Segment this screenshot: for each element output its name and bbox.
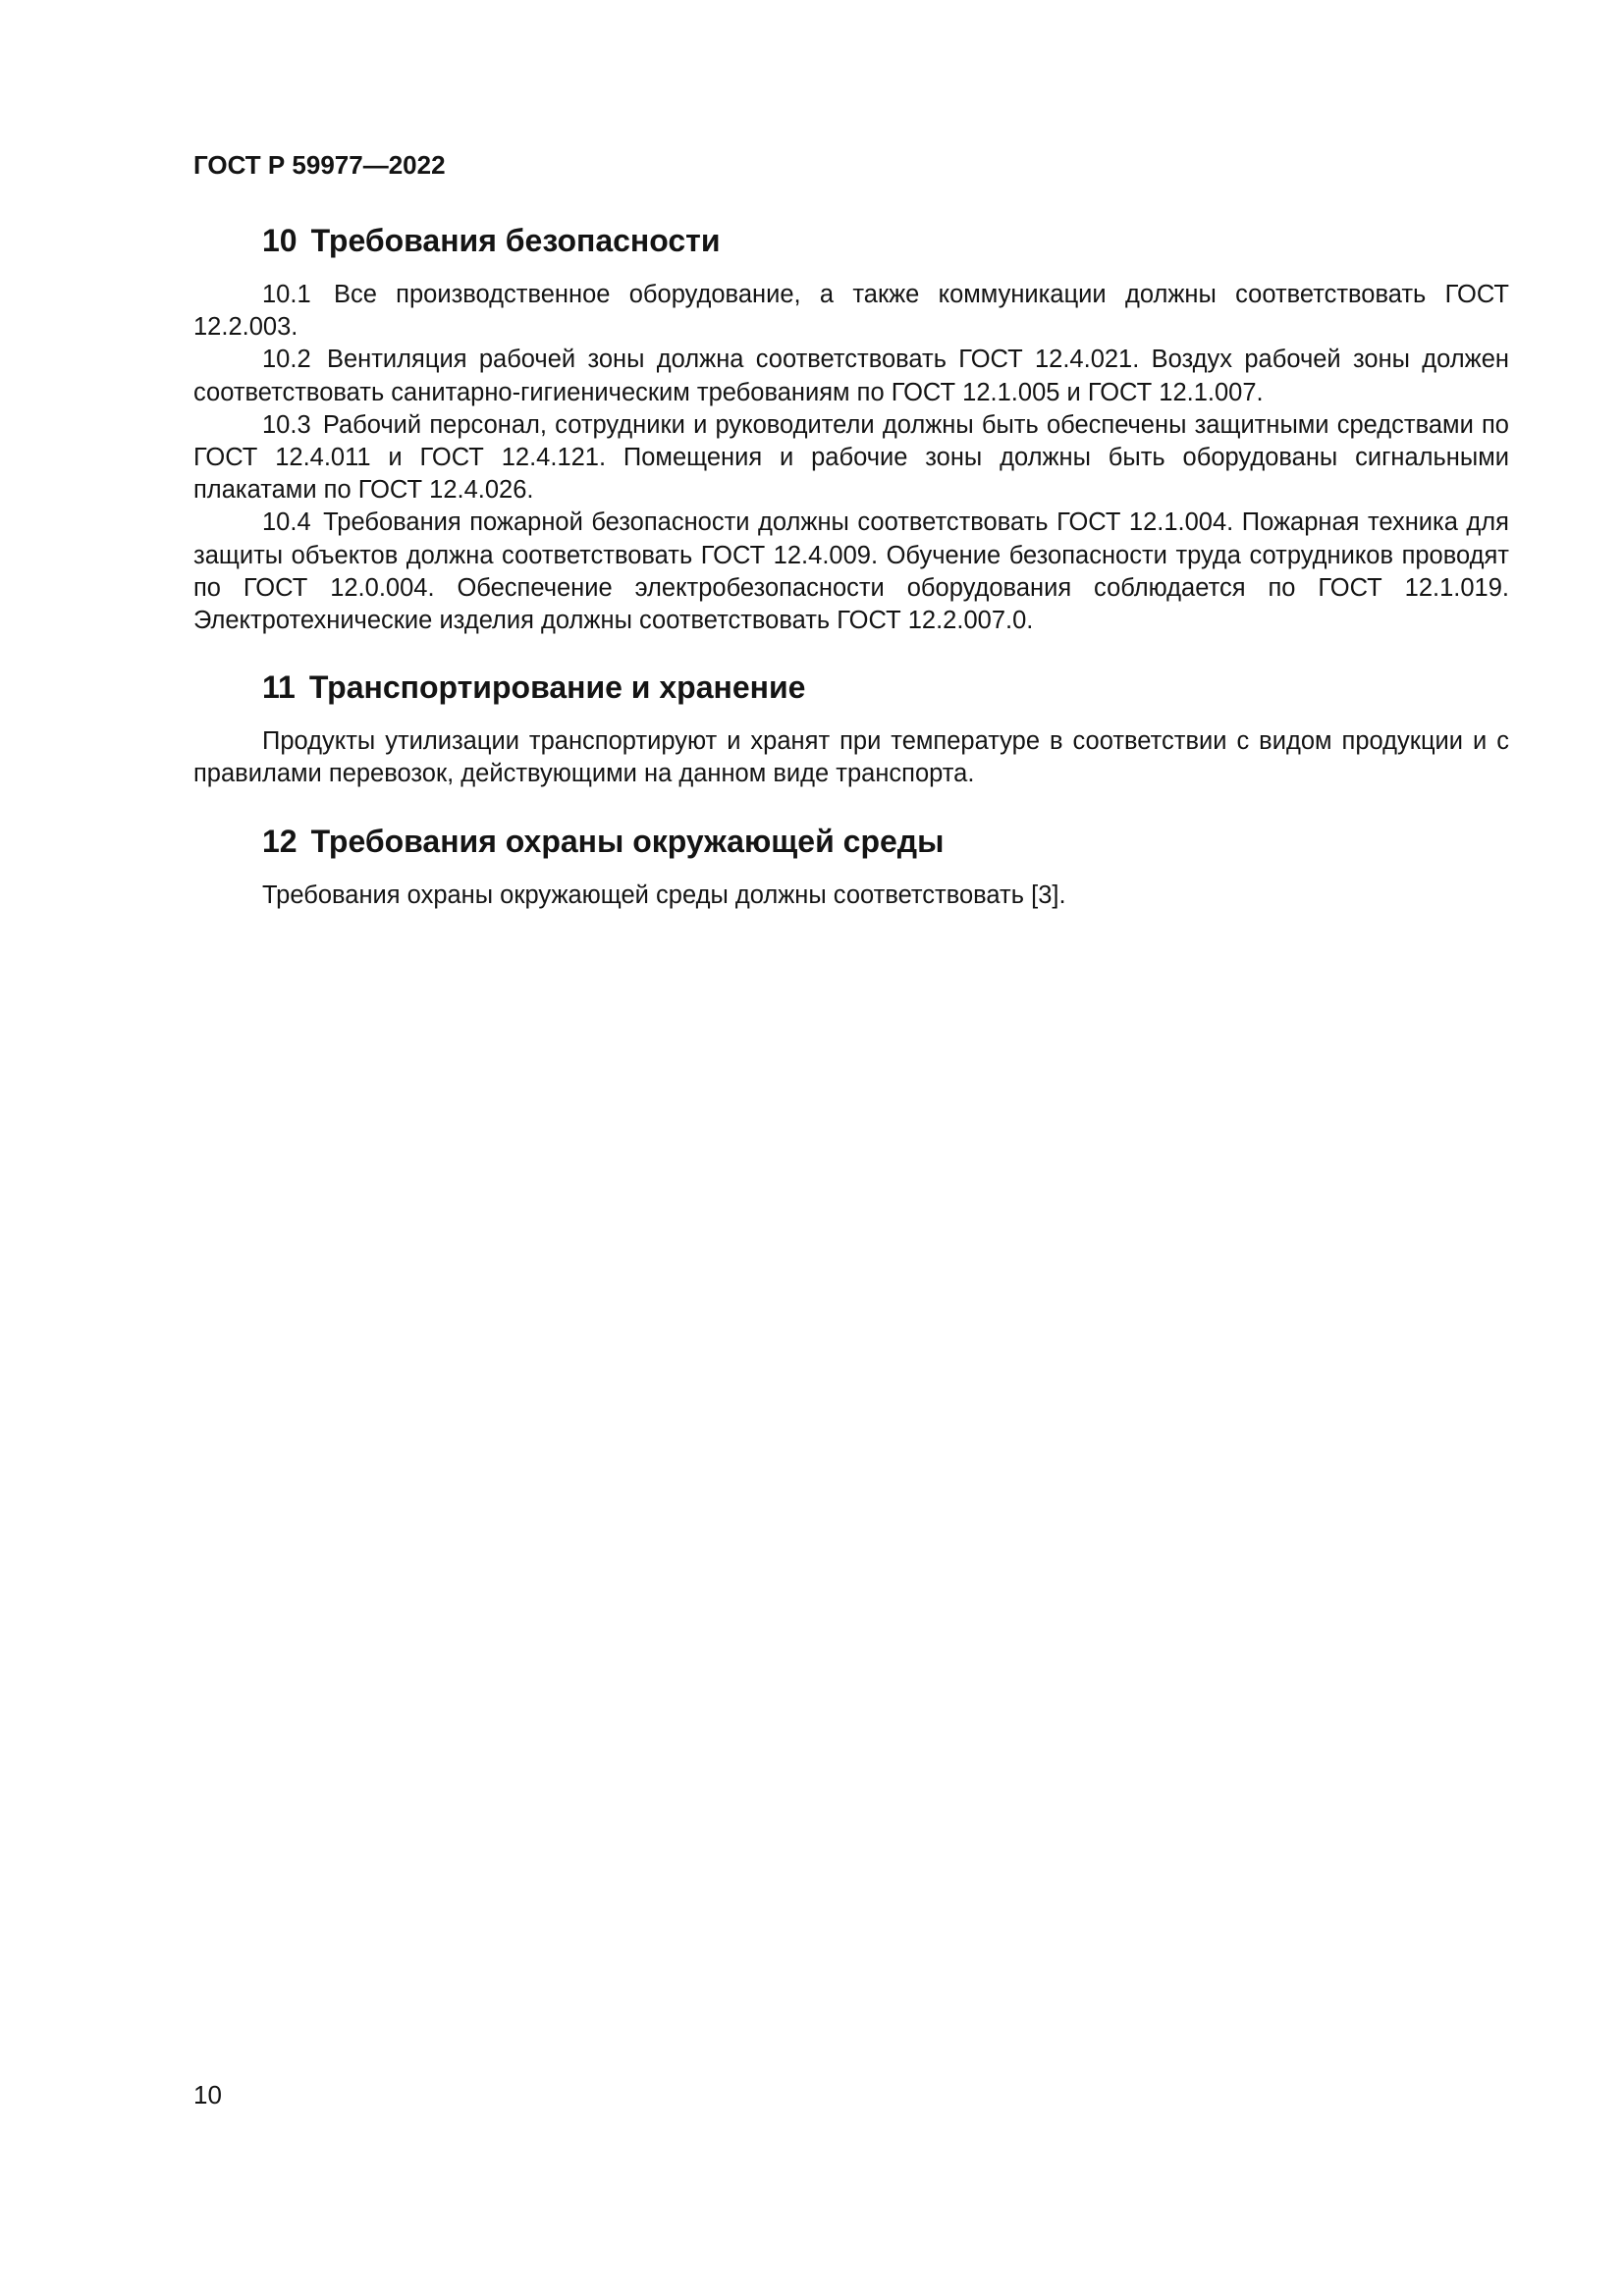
paragraph-number: 10.3 bbox=[262, 410, 311, 439]
section-heading bbox=[193, 218, 1509, 263]
document-body bbox=[193, 218, 1509, 912]
paragraph bbox=[193, 279, 1509, 344]
paragraph bbox=[193, 725, 1509, 790]
section-title: Требования охраны окружающей среды bbox=[310, 823, 945, 859]
page-number: 10 bbox=[193, 2080, 222, 2109]
section-12 bbox=[193, 819, 1509, 912]
paragraph-number: 10.2 bbox=[262, 346, 311, 374]
paragraph bbox=[193, 409, 1509, 507]
section-10 bbox=[193, 218, 1509, 637]
paragraph-text: Требования пожарной безопасности должны соответствовать ГОСТ 12.1.004. Пожарная техника для защиты объектов должна соответствовать ГОСТ 12.4.009. Обучение безопасности труда сотрудников проводят по ГОСТ 12.0.004. Обеспечение электробезопасности оборудования соблюдается по ГОСТ 12.1.019. Электротехнические изделия должны соответствовать ГОСТ 12.2.007.0. bbox=[193, 508, 1509, 635]
paragraph-text: Требования охраны окружающей среды должны соответствовать [3]. bbox=[262, 881, 1066, 909]
paragraph-text: Продукты утилизации транспортируют и хранят при температуре в соответствии с видом продукции и с правилами перевозок, действующими на данном виде транспорта. bbox=[193, 727, 1509, 788]
paragraph-text: Рабочий персонал, сотрудники и руководители должны быть обеспечены защитными средствами по ГОСТ 12.4.011 и ГОСТ 12.4.121. Помещения и рабочие зоны должны быть оборудованы сигнальными плакатами по ГОСТ 12.4.026. bbox=[193, 410, 1509, 505]
section-title: Требования безопасности bbox=[310, 223, 721, 258]
paragraph bbox=[193, 507, 1509, 637]
section-number: 12 bbox=[262, 823, 298, 859]
section-number: 11 bbox=[262, 669, 296, 706]
paragraph-number: 10.4 bbox=[262, 508, 311, 537]
paragraph-text: Вентиляция рабочей зоны должна соответствовать ГОСТ 12.4.021. Воздух рабочей зоны должен соответствовать санитарно-гигиеническим требованиям по ГОСТ 12.1.005 и ГОСТ 12.1.007. bbox=[193, 346, 1510, 406]
paragraph bbox=[193, 344, 1509, 408]
section-number: 10 bbox=[262, 223, 298, 258]
paragraph-text: Все производственное оборудование, а также коммуникации должны соответствовать ГОСТ 12.2.003. bbox=[193, 281, 1509, 342]
standard-code-header: ГОСТ Р 59977—2022 bbox=[193, 150, 446, 180]
section-title: Транспортирование и хранение bbox=[308, 669, 806, 706]
section-heading bbox=[193, 819, 1509, 864]
paragraph bbox=[193, 880, 1509, 912]
section-heading bbox=[193, 665, 1509, 710]
section-11 bbox=[193, 665, 1509, 790]
paragraph-number: 10.1 bbox=[262, 281, 311, 308]
